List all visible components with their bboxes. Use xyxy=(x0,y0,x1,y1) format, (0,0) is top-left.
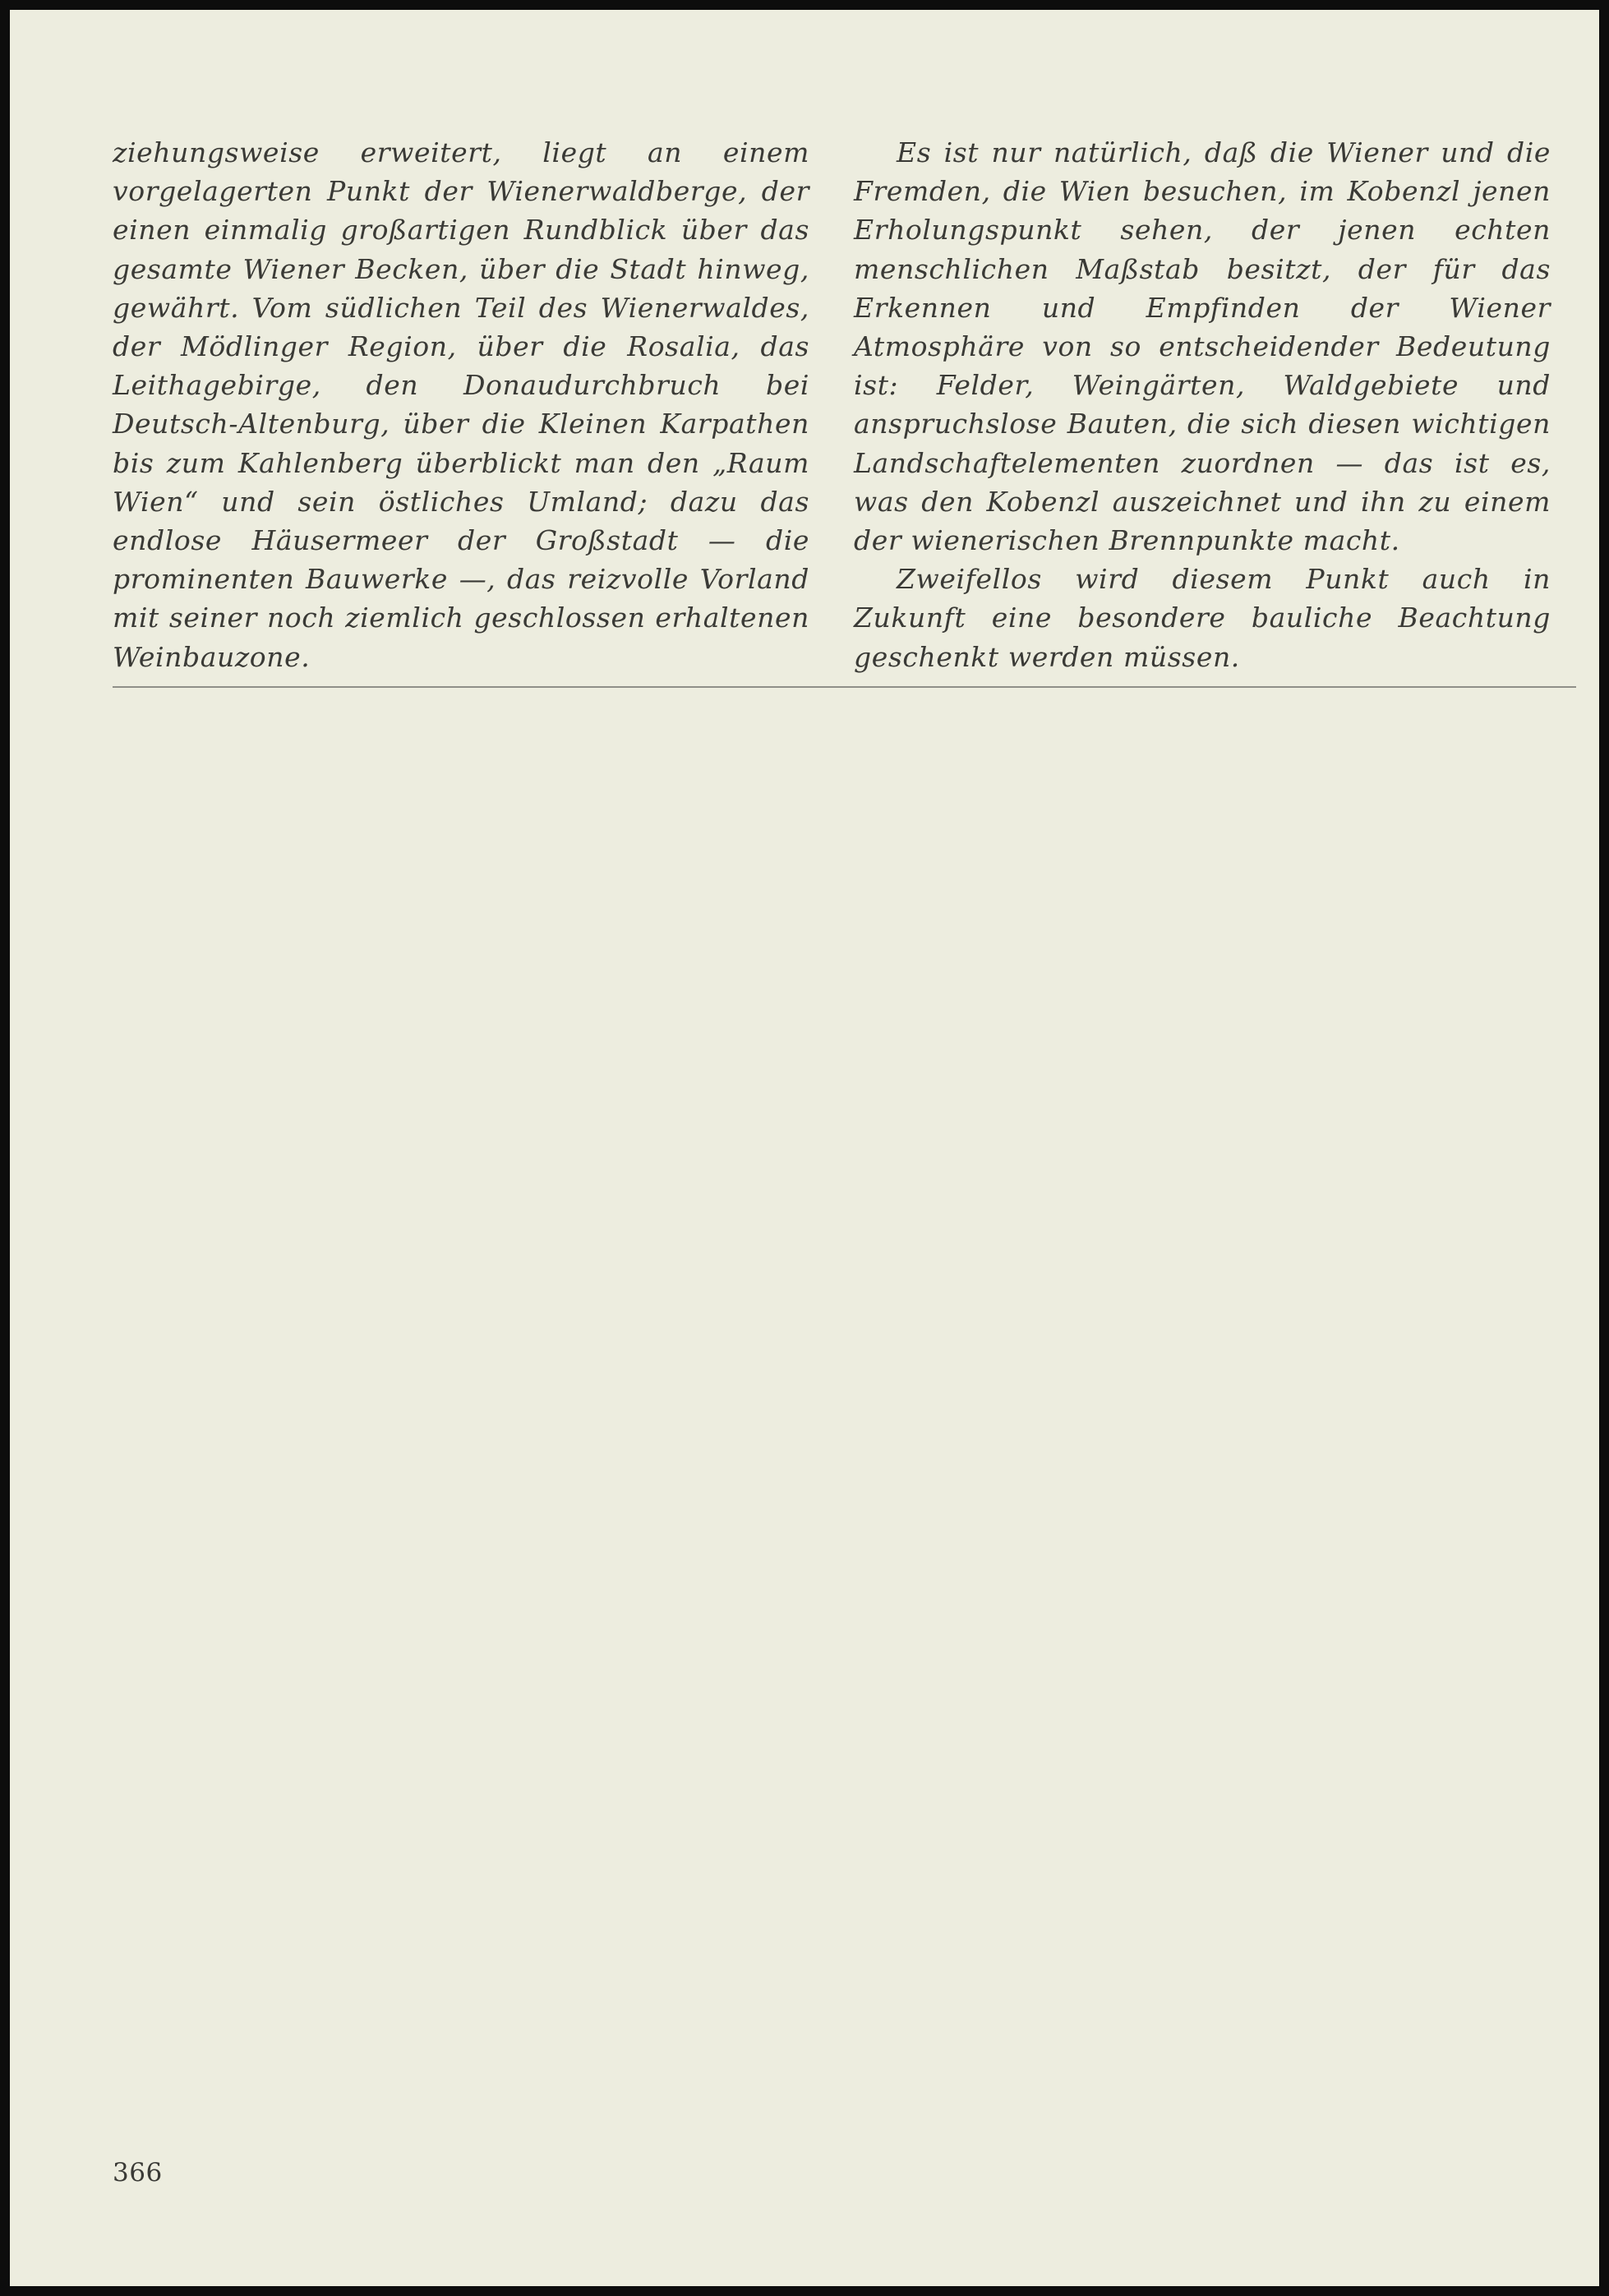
horizontal-divider xyxy=(113,686,1576,688)
right-text-column xyxy=(854,133,1551,676)
left-paragraph-1: ziehungsweise erweitert, liegt an einem vorgelagerten Punkt der Wienerwaldberge, der einen einmalig großartigen Rundblick über das gesamte Wiener Becken, über die Stadt hinweg, gewährt. Vom südlichen Teil des Wienerwaldes, der Mödlinger Region, über die Rosalia, das Leithagebirge, den Donaudurchbruch bei Deutsch-Altenburg, über die Kleinen Karpathen bis zum Kahlenberg überblickt man den „Raum Wien“ und sein östliches Umland; dazu das endlose Häusermeer der Großstadt — die prominenten Bauwerke —, das reizvolle Vorland mit seiner noch ziemlich geschlossen erhaltenen Weinbauzone. xyxy=(113,136,809,673)
document-page xyxy=(10,10,1599,2286)
right-paragraph-1: Es ist nur natürlich, daß die Wiener und die Fremden, die Wien besuchen, im Kobenzl jenen Erholungspunkt sehen, der jenen echten menschlichen Maßstab besitzt, der für das Erkennen und Empfinden der Wiener Atmosphäre von so entscheidender Bedeutung ist: Felder, Weingärten, Waldgebiete und anspruchslose Bauten, die sich diesen wichtigen Landschaftelementen zuordnen — das ist es, was den Kobenzl auszeichnet und ihn zu einem der wienerischen Brennpunkte macht. xyxy=(854,136,1551,557)
right-paragraph-2: Zweifellos wird diesem Punkt auch in Zukunft eine besondere bauliche Beachtung geschenkt werden müssen. xyxy=(854,563,1551,673)
left-text-column xyxy=(113,133,809,676)
page-number: 366 xyxy=(113,2158,163,2188)
